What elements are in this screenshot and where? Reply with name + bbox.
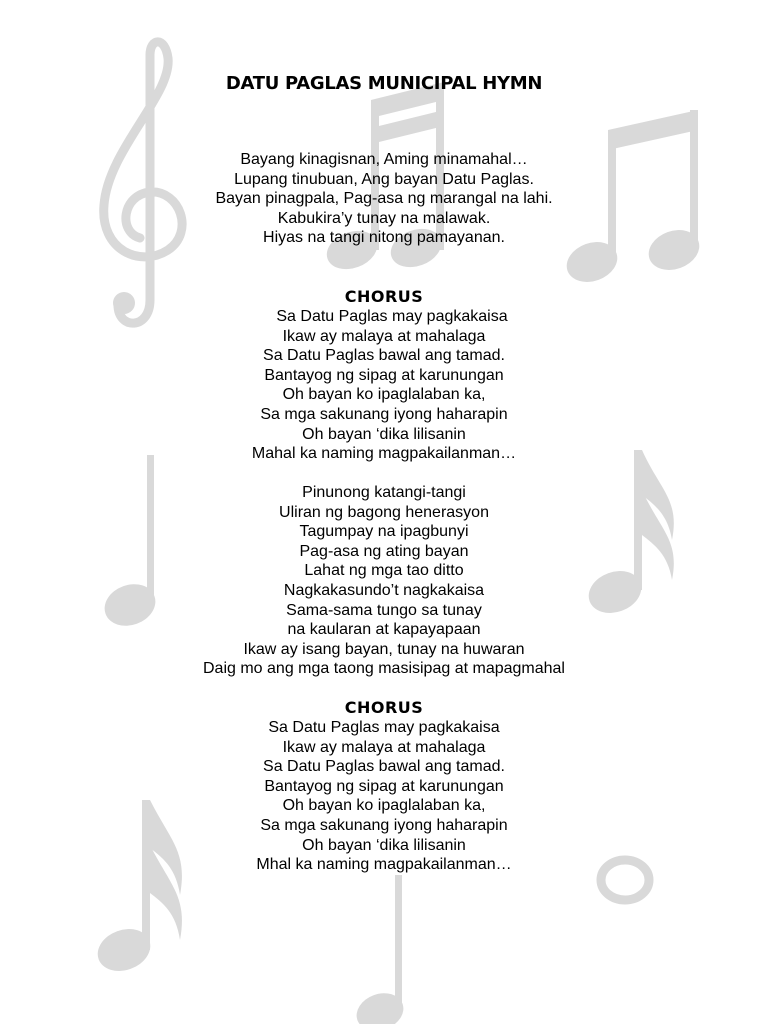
chorus-2	[0, 698, 768, 875]
lyric-line: Sama-sama tungo sa tunay	[286, 601, 482, 619]
lyric-line: Bayang kinagisnan, Aming minamahal…	[240, 151, 528, 168]
lyric-line: Oh bayan ‘dika lilisanin	[302, 836, 466, 854]
stanza-2	[0, 483, 768, 679]
lyric-line: Oh bayan ko ipaglalaban ka,	[282, 386, 486, 404]
lyric-line: Lupang tinubuan, Ang bayan Datu Paglas.	[234, 170, 534, 188]
lyric-line: Pinunong katangi-tangi	[302, 484, 466, 501]
lyric-line: Sa Datu Paglas bawal ang tamad.	[263, 758, 505, 776]
page-title: DATU PAGLAS MUNICIPAL HYMN	[225, 73, 543, 94]
lyric-line: Bayan pinagpala, Pag-asa ng marangal na lahi.	[215, 190, 553, 208]
lyric-line: Mahal ka naming magpakailanman…	[251, 445, 517, 463]
chorus-heading: CHORUS	[344, 698, 424, 717]
stanza-1	[0, 150, 768, 248]
lyric-line: Daig mo ang mga taong masisipag at mapagmahal	[203, 660, 565, 678]
lyric-line: Pag-asa ng ating bayan	[299, 542, 469, 560]
lyric-line: na kaularan at kapayapaan	[287, 621, 481, 639]
lyric-line: Tagumpay na ipagbunyi	[299, 523, 469, 541]
lyric-line: Bantayog ng sipag at karunungan	[264, 777, 504, 795]
lyric-line: Uliran ng bagong henerasyon	[279, 503, 489, 521]
lyric-line: Oh bayan ko ipaglalaban ka,	[282, 797, 486, 815]
chorus-1	[0, 287, 768, 464]
lyric-line: Nagkakasundo’t nagkakaisa	[283, 581, 485, 599]
lyric-line: Hiyas na tangi nitong pamayanan.	[263, 229, 505, 247]
lyric-line: Ikaw ay malaya at mahalaga	[282, 738, 486, 756]
lyric-line: Sa Datu Paglas bawal ang tamad.	[263, 347, 505, 365]
lyric-line: Sa Datu Paglas may pagkakaisa	[276, 308, 508, 325]
lyric-line: Lahat ng mga tao ditto	[304, 562, 464, 580]
lyric-line: Bantayog ng sipag at karunungan	[264, 366, 504, 384]
lyric-line: Kabukira’y tunay na malawak.	[277, 209, 491, 227]
lyric-line: Sa Datu Paglas may pagkakaisa	[268, 719, 500, 736]
lyric-line: Sa mga sakunang iyong haharapin	[260, 405, 508, 423]
lyric-line: Mhal ka naming magpakailanman…	[256, 856, 512, 874]
lyric-line: Ikaw ay isang bayan, tunay na huwaran	[243, 640, 525, 658]
lyric-line: Sa mga sakunang iyong haharapin	[260, 816, 508, 834]
lyric-line: Oh bayan ‘dika lilisanin	[302, 425, 466, 443]
chorus-heading: CHORUS	[344, 287, 424, 306]
lyric-line: Ikaw ay malaya at mahalaga	[282, 327, 486, 345]
